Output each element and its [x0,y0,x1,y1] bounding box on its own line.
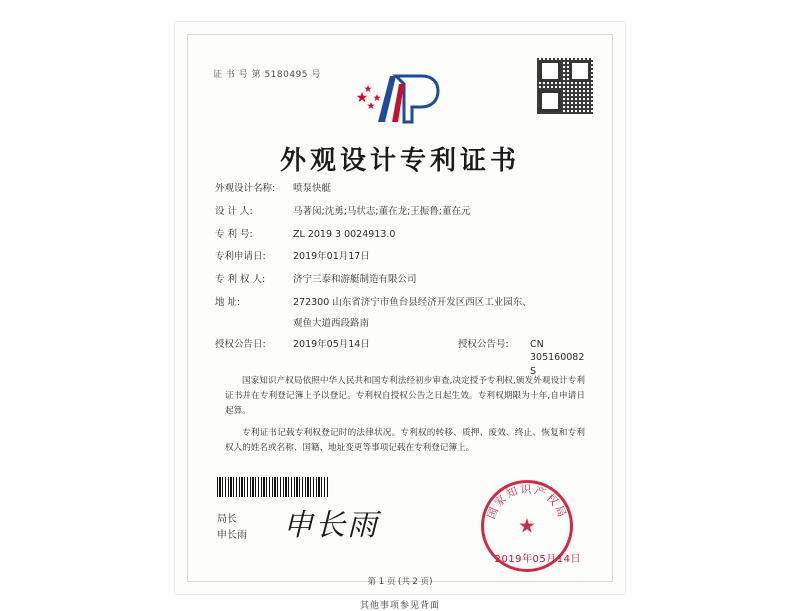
field-label: 地 址: [215,296,241,308]
field-value: 2019年01月17日 [293,251,370,263]
seal-date: 2019年05月14日 [494,554,581,565]
field-address-line2: 观鱼大道西段路南 [293,317,370,329]
certificate-serial-number: 证 书 号 第 5180495 号 [213,70,321,80]
star-icon: ★ [518,515,536,538]
legal-paragraph-1: 国家知识产权局依照中华人民共和国专利法经初步审查,决定授予专利权,颁发外观设计专利证书并在专利登记簿上予以登记。专利权自授权公告之日起生效。专利权期限为十年,自申请日起算。 [225,376,585,417]
field-value: ZL 2019 3 0024913.0 [293,228,396,240]
page-title: 外观设计专利证书 [279,146,520,176]
field-patent-number [215,228,591,242]
field-value: 272300 山东省济宁市鱼台县经济开发区西区工业园东、 [293,296,532,308]
certificate-fields [215,182,591,388]
footnote: 其他事项参见背面 [359,601,440,611]
field-label: 专 利 权 人: [215,274,266,286]
field-value: 喷泵快艇 [293,183,332,194]
director-title [217,512,247,543]
qr-code-icon [537,58,593,114]
field-design-name [215,182,591,196]
field-label: 外观设计名称: [215,183,276,194]
field-patentee [215,273,591,287]
legal-paragraph-2: 专利证书记载专利权登记时的法律状况。专利权的转移、质押、废效、终止、恢复和专利权人的姓名或名称、国籍、地址变更等事项记载在专利登记簿上。 [225,428,585,454]
director-title-line2: 申长雨 [217,529,247,541]
field-label-grant-number: 授权公告号: [458,338,509,350]
patent-certificate [175,22,625,611]
field-value: 马著闵;沈勇;马状志;董在龙;王振鲁;董在元 [293,205,471,217]
field-designers [215,205,591,219]
field-label: 设 计 人: [215,205,253,217]
page-number: 第 1 页 (共 2 页) [367,577,433,587]
director-title-line1: 局长 [217,514,237,525]
svg-text:国家知识产权局: 国家知识产权局 [484,483,570,521]
field-value-grant-number: CN 305160082 S [530,338,585,378]
field-grant-announcement [215,338,591,379]
field-address [215,296,591,310]
field-label-grant-date: 授权公告日: [215,338,266,350]
field-label: 专 利 号: [215,228,253,240]
cnipa-emblem-icon [352,70,448,128]
field-value: 济宁三泰和游艇制造有限公司 [293,274,417,286]
barcode-icon [217,477,329,497]
director-signature: 申长雨 [283,508,379,543]
field-application-date [215,250,591,264]
field-label: 专利申请日: [215,251,266,263]
field-value-grant-date: 2019年05月14日 [293,338,370,350]
